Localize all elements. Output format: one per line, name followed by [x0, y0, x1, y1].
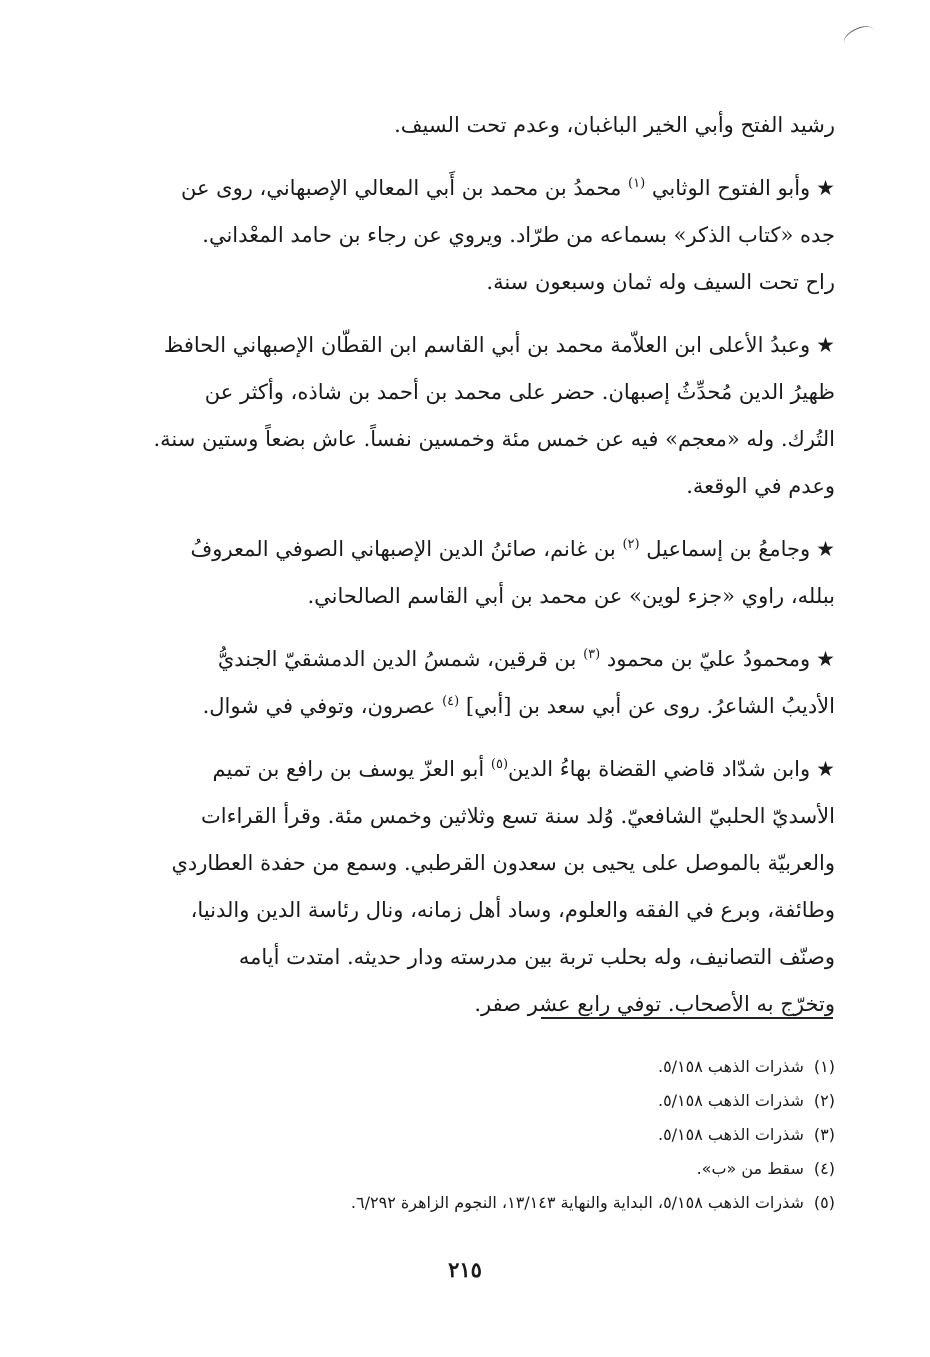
text-span: وعبدُ الأعلى ابن العلاّمة محمد بن أبي القاسم ابن القطّان الإصبهاني الحافظ: [163, 333, 811, 357]
footnote-text: شذرات الذهب ٥/١٥٨.: [657, 1125, 804, 1144]
text-line: وصنّف التصانيف، وله بحلب تربة بين مدرسته ودار حديثه. امتدت أيامه: [238, 945, 835, 969]
text-line: وعدم في الوقعة.: [686, 474, 835, 498]
footnote-number: (٢): [813, 1091, 835, 1110]
footnote-text: شذرات الذهب ٥/١٥٨.: [657, 1091, 804, 1110]
star-icon: ★: [816, 333, 835, 357]
paragraph-5: [92, 746, 835, 1028]
footnote-ref: (٤): [442, 694, 460, 709]
footnote-text: سقط من «ب».: [696, 1159, 804, 1178]
text-line: ظهيرُ الدين مُحدِّثُ إصبهان. حضر على محمد بن أحمد بن شاذه، وأكثر عن: [204, 380, 835, 404]
star-icon: ★: [816, 647, 835, 671]
text-span: عصرون، وتوفي في شوال.: [202, 694, 436, 718]
text-span: أبو العزّ يوسف بن رافع بن تميم: [212, 757, 485, 781]
text-span: وجامعُ بن إسماعيل: [646, 537, 811, 561]
text-line: جده «كتاب الذكر» بسماعه من طرّاد. ويروي عن رجاء بن حامد المعْداني.: [202, 223, 835, 247]
paragraph-1: [92, 165, 835, 306]
text-span: محمدُ بن محمد بن أَبي المعالي الإصبهاني، روى عن: [180, 176, 622, 200]
footnote-item: [92, 1084, 835, 1118]
footnote-text: شذرات الذهب ٥/١٥٨، البداية والنهاية ١٣/١٤٣، النجوم الزاهرة ٦/٢٩٢.: [350, 1193, 804, 1212]
paragraph-0: [92, 102, 835, 149]
footnotes: [92, 1050, 835, 1220]
paragraph-4: [92, 636, 835, 730]
text-line: [92, 322, 835, 369]
text-span: الأديبُ الشاعرُ. روى عن أبي سعد بن [أبي]: [465, 694, 835, 718]
text-line: وتخرّج به الأصحاب. توفي رابع عشر صفر.: [474, 992, 835, 1016]
text-line: التُرك. وله «معجم» فيه عن خمس مئة وخمسين نفساً. عاش بضعاً وستين سنة.: [153, 427, 835, 451]
text-span: وأبو الفتوح الوثابي: [651, 176, 811, 200]
text-line: [92, 165, 835, 212]
text-span: بن غانم، صائنُ الدين الإصبهاني الصوفي المعروفُ: [190, 537, 616, 561]
text-span: وابن شدّاد قاضي القضاة بهاءُ الدين: [508, 757, 811, 781]
page-number: ٢١٥: [448, 1257, 482, 1282]
star-icon: ★: [816, 537, 835, 561]
text-span: ومحمودُ عليّ بن محمود: [606, 647, 811, 671]
footnote-number: (١): [813, 1057, 835, 1076]
text-span: بن قرقين، شمسُ الدين الدمشقيّ الجنديُّ: [217, 647, 577, 671]
footnote-number: (٥): [813, 1193, 835, 1212]
star-icon: ★: [816, 757, 835, 781]
footnote-ref: (٣): [583, 647, 601, 662]
pen-mark: [841, 22, 877, 51]
paragraph-2: [92, 322, 835, 510]
footnote-text: شذرات الذهب ٥/١٥٨.: [657, 1057, 804, 1076]
text-line: [92, 636, 835, 683]
text-line: [92, 746, 835, 793]
text-line: راح تحت السيف وله ثمان وسبعون سنة.: [486, 270, 835, 294]
footnote-ref: (٢): [622, 537, 640, 552]
footnote-ref: (١): [628, 176, 646, 191]
text-line: والعربيّة بالموصل على يحيى بن سعدون القرطبي. وسمع من حفدة العطاردي: [171, 851, 835, 875]
text-line: [92, 526, 835, 573]
footnote-item: [92, 1186, 835, 1220]
footnote-number: (٣): [813, 1125, 835, 1144]
footnote-separator: [541, 1017, 833, 1019]
text-line: ببلله، راوي «جزء لوين» عن محمد بن أبي القاسم الصالحاني.: [307, 584, 835, 608]
text-line: [92, 683, 835, 730]
text-line: وطائفة، وبرع في الفقه والعلوم، وساد أهل زمانه، ونال رئاسة الدين والدنيا،: [190, 898, 835, 922]
footnote-item: [92, 1050, 835, 1084]
footnote-number: (٤): [813, 1159, 835, 1178]
footnote-ref: (٥): [490, 757, 509, 772]
footnote-item: [92, 1118, 835, 1152]
text-line: رشيد الفتح وأبي الخير الباغبان، وعدم تحت السيف.: [394, 113, 835, 137]
text-line: الأسديّ الحلبيّ الشافعيّ. وُلد سنة تسع وثلاثين وخمس مئة. وقرأ القراءات: [200, 804, 835, 828]
star-icon: ★: [816, 176, 835, 200]
paragraph-3: [92, 526, 835, 620]
main-text: [92, 102, 835, 1044]
footnote-item: [92, 1152, 835, 1186]
